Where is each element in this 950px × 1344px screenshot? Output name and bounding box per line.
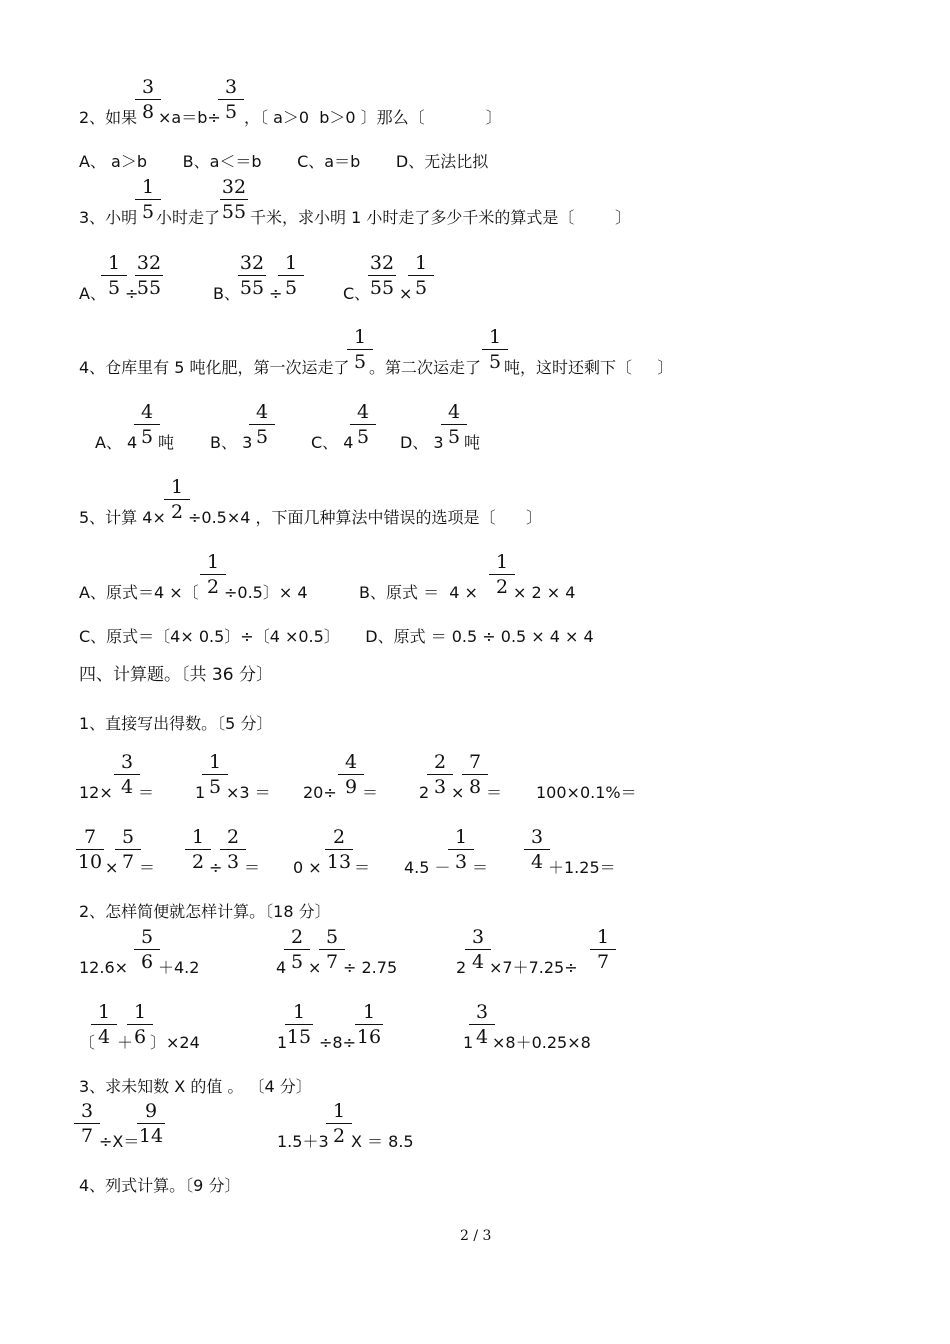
operator: × — [399, 284, 413, 303]
fraction: 9 14 — [138, 1100, 164, 1147]
q4-option-d: D、 3 — [400, 433, 444, 452]
expr: 〕×24 — [150, 1033, 200, 1052]
q5-options-cd: C、原式＝〔4× 0.5〕÷〔4 ×0.5〕 D、原式 ＝ 0.5 ÷ 0.5 × 4 × 4 — [79, 627, 594, 646]
fraction: 1 4 — [91, 1001, 117, 1048]
fraction: 1 5 — [278, 252, 304, 299]
fraction: 3 8 — [135, 76, 161, 123]
q4-option-b: B、 3 — [210, 433, 253, 452]
fraction: 4 9 — [338, 751, 364, 798]
fraction: 1 2 — [185, 826, 211, 873]
fraction: 1 2 — [164, 476, 190, 523]
fraction: 4 5 — [350, 401, 376, 448]
expr: 2 — [456, 958, 467, 977]
operator: ÷ — [125, 284, 139, 303]
q5-option-b: B、原式 ＝ 4 × — [359, 583, 478, 602]
fraction: 1 2 — [200, 551, 226, 598]
q4-text: 4、仓库里有 5 吨化肥，第一次运走了 — [79, 358, 350, 377]
q5-option-a-end: ÷0.5〕× 4 — [224, 583, 308, 602]
q3-text: 3、小明 — [79, 208, 138, 227]
fraction: 1 16 — [356, 1001, 382, 1048]
expr: ×3 ＝ — [226, 783, 271, 802]
q2-text-end: ，〔 a＞0 b＞0 〕那么〔 〕 — [244, 108, 502, 127]
expr: 20÷ — [303, 783, 337, 802]
fraction: 1 5 — [135, 176, 161, 223]
expr: ＝ — [244, 858, 261, 877]
fraction: 1 5 — [482, 326, 508, 373]
fraction: 4 5 — [441, 401, 467, 448]
q2-text: 2、如果 — [79, 108, 138, 127]
fraction: 1 15 — [286, 1001, 312, 1048]
section-title: 四、计算题。〔共 36 分〕 — [79, 665, 273, 685]
expr: ÷X＝ — [99, 1132, 140, 1151]
expr: ＋ — [117, 1033, 134, 1052]
expr: 1 — [277, 1033, 288, 1052]
fraction: 3 5 — [218, 76, 244, 123]
fraction: 3 7 — [74, 1100, 100, 1147]
q3-text-mid: 小时走了 — [156, 208, 221, 227]
expr: ＝ — [362, 783, 379, 802]
fraction: 32 55 — [369, 252, 395, 299]
q5-text-end: ÷0.5×4 ，下面几种算法中错误的选项是〔 〕 — [188, 508, 543, 527]
fraction: 7 10 — [77, 826, 103, 873]
part1-title: 1、直接写出得数。〔5 分〕 — [79, 714, 273, 733]
expr: ＝ — [354, 858, 371, 877]
expr: 0 × — [293, 858, 322, 877]
q5-option-a: A、原式＝4 ×〔 — [79, 583, 199, 602]
expr: 12.6× — [79, 958, 129, 977]
fraction: 5 6 — [134, 926, 160, 973]
expr: ＋4.2 — [158, 958, 200, 977]
fraction: 4 5 — [134, 401, 160, 448]
expr: ÷8÷ — [319, 1033, 356, 1052]
expr: 1 — [195, 783, 206, 802]
fraction: 2 3 — [427, 751, 453, 798]
expr: 2 — [419, 783, 430, 802]
fraction: 1 5 — [202, 751, 228, 798]
q5-option-b-end: × 2 × 4 — [513, 583, 576, 602]
fraction: 32 55 — [136, 252, 162, 299]
fraction: 3 4 — [469, 1001, 495, 1048]
fraction: 3 4 — [465, 926, 491, 973]
expr: × — [105, 858, 119, 877]
q4-option-a: A、 4 — [95, 433, 138, 452]
q5-text: 5、计算 4× — [79, 508, 166, 527]
q2-options: A、 a＞b B、a＜＝b C、a＝b D、无法比拟 — [79, 152, 489, 171]
expr: 〔 — [79, 1033, 96, 1052]
fraction: 1 3 — [448, 826, 474, 873]
part2-title: 2、怎样简便就怎样计算。〔18 分〕 — [79, 902, 331, 921]
fraction: 3 4 — [524, 826, 550, 873]
expr: ＝ — [139, 858, 156, 877]
expr: ＝ — [486, 783, 503, 802]
fraction: 5 7 — [319, 926, 345, 973]
q4-text-mid: 。第二次运走了 — [369, 358, 482, 377]
expr: × — [308, 958, 322, 977]
unit: 吨 — [464, 433, 481, 452]
q4-option-c: C、 4 — [311, 433, 354, 452]
fraction: 4 5 — [249, 401, 275, 448]
q4-text-end: 吨，这时还剩下〔 〕 — [504, 358, 674, 377]
unit: 吨 — [158, 433, 175, 452]
expr: ＝ — [138, 783, 155, 802]
q3-option-b: B、 — [213, 284, 240, 303]
fraction: 1 7 — [590, 926, 616, 973]
fraction: 32 55 — [221, 176, 247, 223]
q2-text-mid: ×a＝b÷ — [158, 108, 221, 127]
q3-option-c: C、 — [343, 284, 371, 303]
expr: 1 — [463, 1033, 474, 1052]
expr: ÷ 2.75 — [343, 958, 398, 977]
expr: 4.5 － — [404, 858, 451, 877]
expr: 12× — [79, 783, 113, 802]
expr: ÷ — [209, 858, 223, 877]
expr: 4 — [276, 958, 287, 977]
fraction: 2 5 — [284, 926, 310, 973]
fraction: 1 5 — [347, 326, 373, 373]
part4-title: 4、列式计算。〔9 分〕 — [79, 1176, 241, 1195]
page-number: 2 / 3 — [460, 1228, 492, 1244]
fraction: 3 4 — [114, 751, 140, 798]
fraction: 1 6 — [127, 1001, 153, 1048]
expr: ＋1.25＝ — [548, 858, 616, 877]
operator: ÷ — [269, 284, 283, 303]
q3-option-a: A、 — [79, 284, 106, 303]
expr: ×7＋7.25÷ — [489, 958, 578, 977]
q3-text-end: 千米，求小明 1 小时走了多少千米的算式是〔 〕 — [250, 208, 632, 227]
expr: ＝ — [472, 858, 489, 877]
expr: 100×0.1%＝ — [536, 783, 637, 802]
fraction: 5 7 — [115, 826, 141, 873]
fraction: 1 5 — [101, 252, 127, 299]
fraction: 2 13 — [326, 826, 352, 873]
fraction: 1 2 — [326, 1100, 352, 1147]
expr: 1.5＋3 — [277, 1132, 329, 1151]
fraction: 32 55 — [239, 252, 265, 299]
part3-title: 3、求未知数 X 的值 。 〔4 分〕 — [79, 1077, 312, 1096]
expr: ×8＋0.25×8 — [492, 1033, 591, 1052]
fraction: 2 3 — [220, 826, 246, 873]
expr: × — [451, 783, 465, 802]
expr: X ＝ 8.5 — [351, 1132, 414, 1151]
fraction: 1 2 — [489, 551, 515, 598]
fraction: 7 8 — [462, 751, 488, 798]
fraction: 1 5 — [408, 252, 434, 299]
